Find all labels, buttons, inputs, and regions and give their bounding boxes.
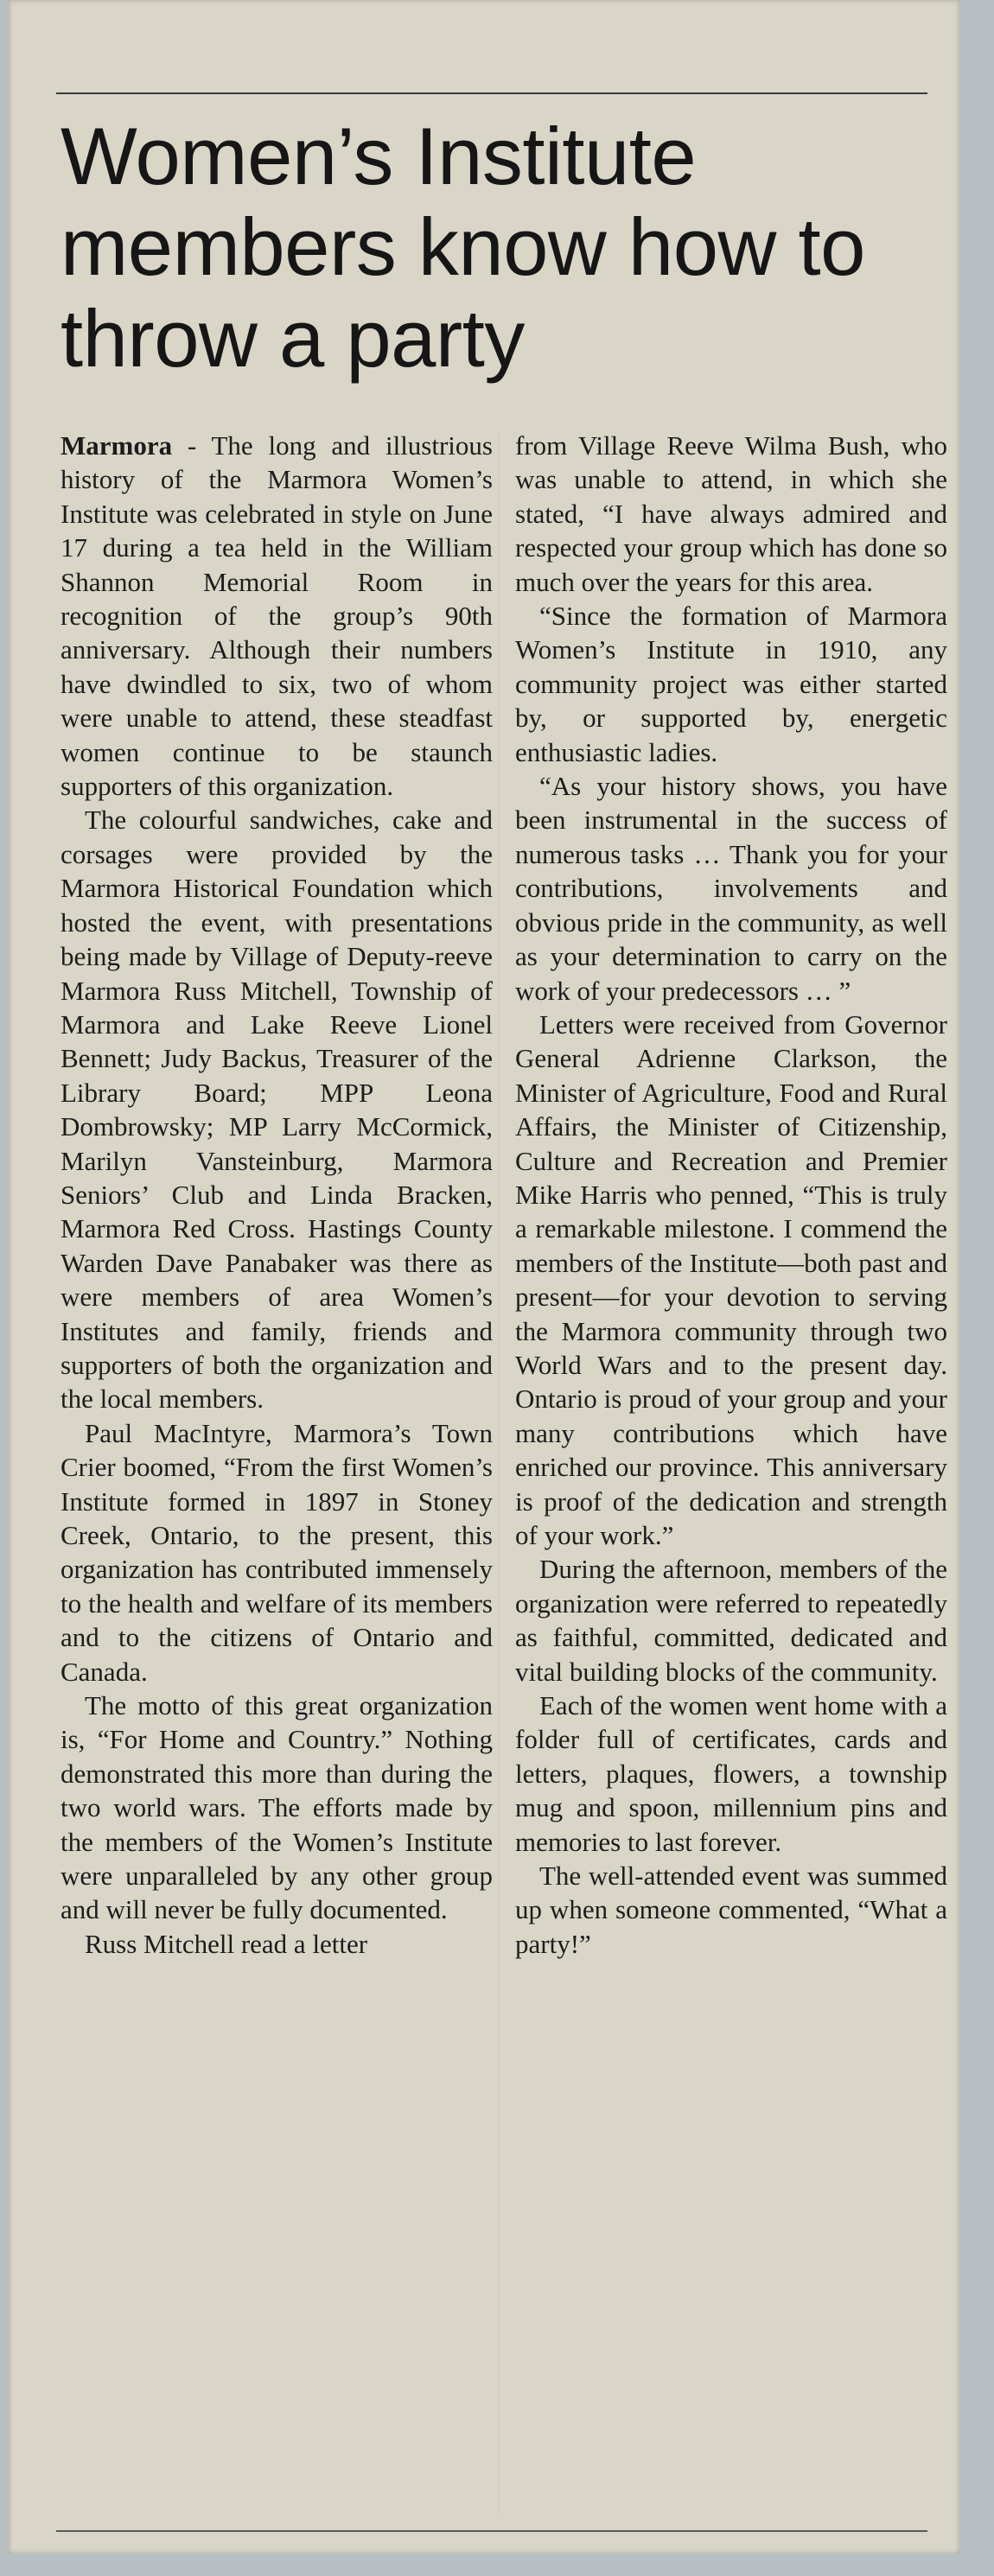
paragraph: “As your history shows, you have been instrumental in the success of numerous tasks … Thank you for your contributions, involvements and obvious pride in the community, as well as your determination to carry on the work of your predecessors … ” (515, 771, 947, 1006)
paragraph (61, 429, 493, 803)
paragraph: Russ Mitchell read a letter (85, 1928, 368, 1959)
headline: Women’s Institute members know how to throw a party (61, 111, 865, 384)
paragraph: The well-attended event was summed up when someone commented, “What a party!” (515, 1860, 947, 1959)
article-column-right (515, 429, 947, 2520)
article-column-left (61, 429, 493, 2520)
paragraph-text: - The long and illustrious history of the Marmora Women’s Institute was celebrated in style on June 17 during a tea held in the William Shannon Memorial Room in recognition of the group’s 90th anniversary. Although their numbers have dwindled to six, two of whom were unable to attend, these steadfast women continue to be staunch supporters of this organization. (61, 430, 493, 802)
paragraph: The colourful sandwiches, cake and corsages were provided by the Marmora Historical Foundation which hosted the event, with presentations being made by Village of Deputy-reeve Marmora Russ Mitchell, Township of Marmora and Lake Reeve Lionel Bennett; Judy Backus, Treasurer of the Library Board; MPP Leona Dombrowsky; MP Larry McCormick, Marilyn Vansteinburg, Marmora Seniors’ Club and Linda Bracken, Marmora Red Cross. Hastings County Warden Dave Panabaker was there as were members of area Women’s Institutes and family, friends and supporters of both the organization and the local members. (61, 805, 493, 1415)
column-gutter (499, 432, 500, 2515)
paragraph: Letters were received from Governor General Adrienne Clarkson, the Minister of Agriculture, Food and Rural Affairs, the Minister of Citizenship, Culture and Recreation and Premier Mike Harris who penned, “This is truly a remarkable milestone. I commend the members of the Institute—both past and present—for your devotion to serving the Marmora community through two World Wars and to the present day. Ontario is proud of your group and your many contributions which have enriched our province. This anniversary is proof of the dedication and strength of your work.” (515, 1008, 947, 1550)
bottom-rule (56, 2530, 927, 2532)
paragraph: During the afternoon, members of the organization were referred to repeatedly as faithful, committed, dedicated and vital building blocks of the community. (515, 1554, 947, 1687)
top-rule (56, 92, 927, 94)
paragraph: Each of the women went home with a folder full of certificates, cards and letters, plaques, flowers, a township mug and spoon, millennium pins and memories to last forever. (515, 1690, 947, 1857)
paragraph: “Since the formation of Marmora Women’s Institute in 1910, any community project was either started by, or supported by, energetic enthusiastic ladies. (515, 601, 947, 767)
dateline: Marmora (61, 430, 173, 461)
paragraph-continued: from Village Reeve Wilma Bush, who was unable to attend, in which she stated, “I have always admired and respected your group which has done so much over the years for this area. (515, 430, 947, 597)
paragraph: Paul MacIntyre, Marmora’s Town Crier boomed, “From the first Women’s Institute formed in 1897 in Stoney Creek, Ontario, to the present, this organization has contributed immensely to the health and welfare of its members and to the citizens of Ontario and Canada. (61, 1417, 493, 1687)
paragraph: The motto of this great organization is, “For Home and Country.” Nothing demonstrated this more than during the two world wars. The efforts made by the members of the Women’s Institute were unparalleled by any other group and will never be fully documented. (61, 1690, 493, 1925)
